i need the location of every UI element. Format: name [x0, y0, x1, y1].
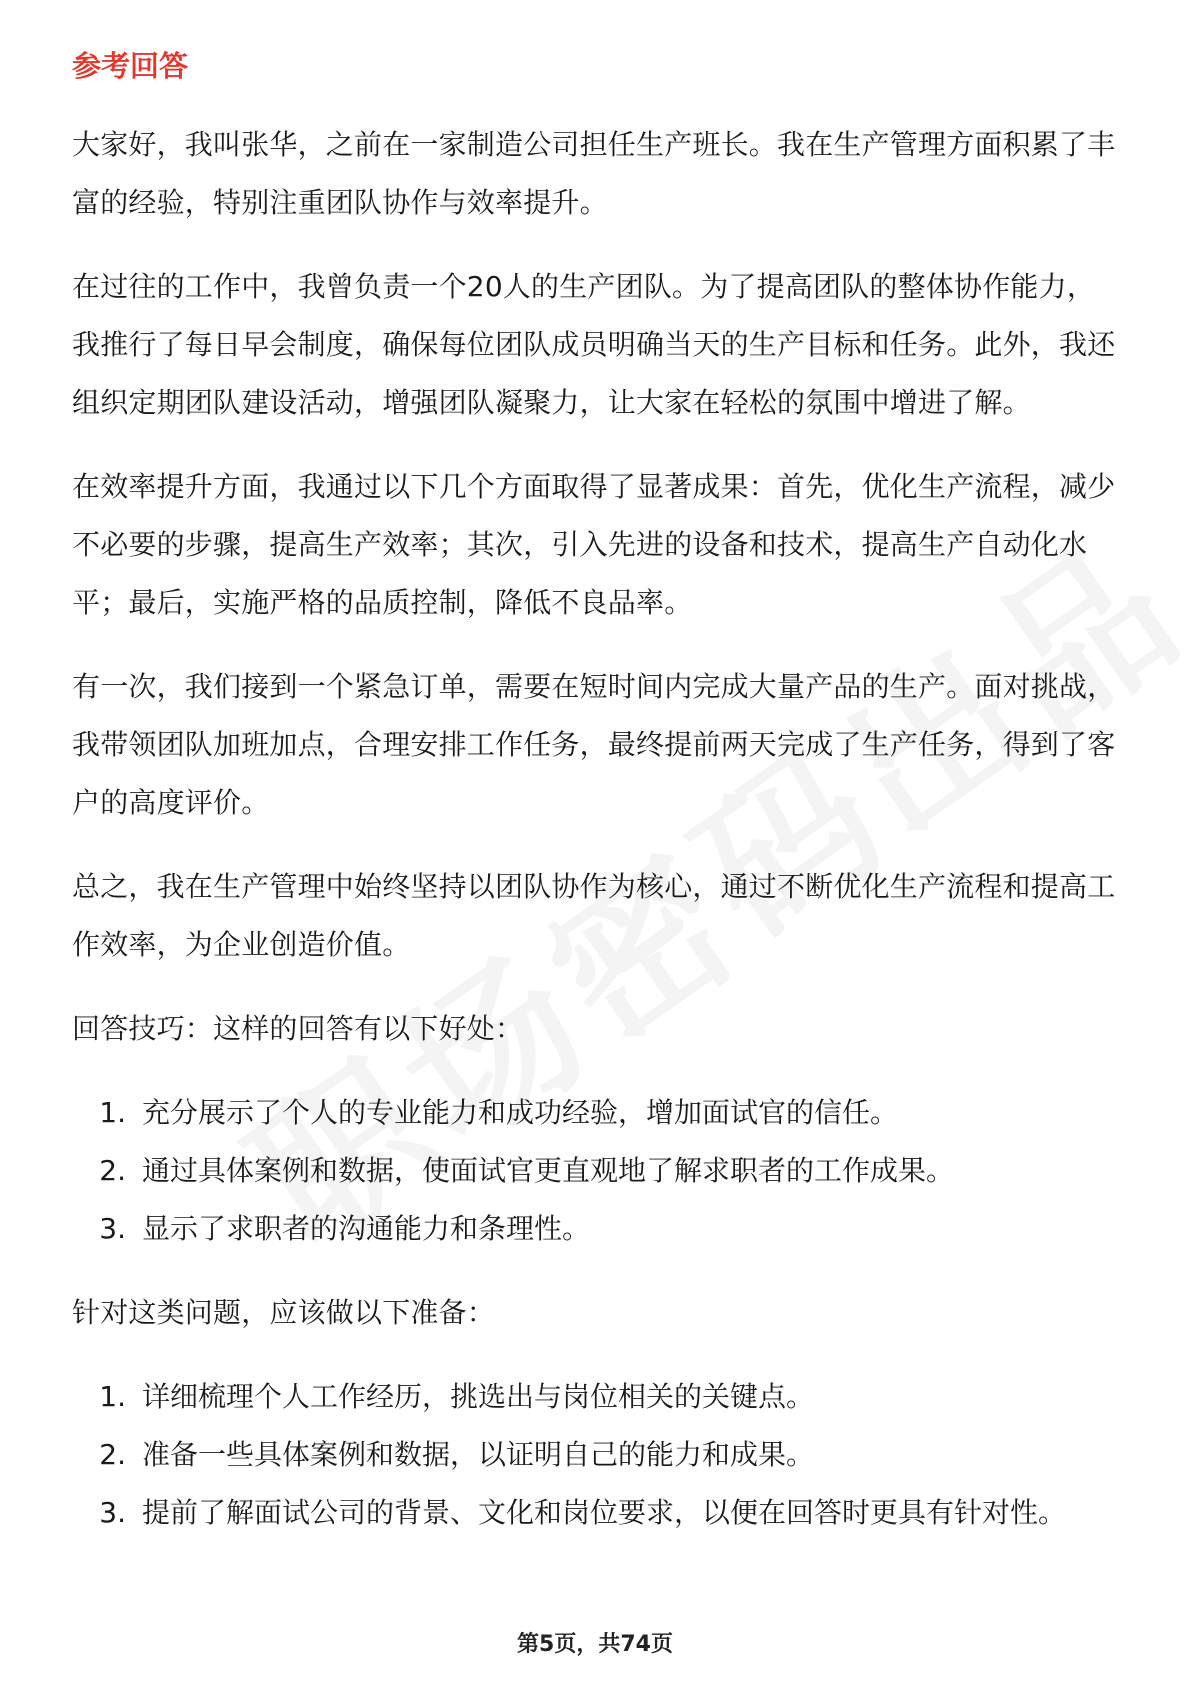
list-text: 通过具体案例和数据，使面试官更直观地了解求职者的工作成果。	[142, 1154, 955, 1187]
prep-intro: 针对这类问题，应该做以下准备：	[72, 1296, 496, 1329]
paragraph-urgent-order: 有一次，我们接到一个紧急订单，需要在短时间内完成大量产品的生产。面对挑战，我带领团队加班加点，合理安排工作任务，最终提前两天完成了生产任务，得到了客户的高度评价。	[72, 670, 1116, 819]
list-number: 2.	[99, 1154, 126, 1187]
list-text: 显示了求职者的沟通能力和条理性。	[142, 1212, 591, 1245]
list-text: 充分展示了个人的专业能力和成功经验，增加面试官的信任。	[142, 1096, 899, 1129]
list-item	[72, 1368, 1118, 1426]
paragraph-summary: 总之，我在生产管理中始终坚持以团队协作为核心，通过不断优化生产流程和提高工作效率，为企业创造价值。	[72, 870, 1116, 961]
list-item	[72, 1084, 1118, 1142]
tips-list	[72, 1084, 1118, 1258]
list-text: 准备一些具体案例和数据，以证明自己的能力和成果。	[142, 1438, 815, 1471]
paragraph-team: 在过往的工作中，我曾负责一个20人的生产团队。为了提高团队的整体协作能力，我推行了每日早会制度，确保每位团队成员明确当天的生产目标和任务。此外，我还组织定期团队建设活动，增强团队凝聚力，让大家在轻松的氛围中增进了解。	[72, 270, 1116, 419]
prep-list	[72, 1368, 1118, 1542]
list-item	[72, 1200, 1118, 1258]
section-heading: 参考回答	[72, 49, 189, 83]
list-item	[72, 1142, 1118, 1200]
list-text: 详细梳理个人工作经历，挑选出与岗位相关的关键点。	[142, 1380, 815, 1413]
list-number: 1.	[99, 1096, 126, 1129]
document-content	[72, 46, 1118, 1568]
list-number: 3.	[99, 1212, 126, 1245]
tips-intro: 回答技巧：这样的回答有以下好处：	[72, 1012, 524, 1045]
list-number: 1.	[99, 1380, 126, 1413]
list-number: 3.	[99, 1496, 126, 1529]
list-text: 提前了解面试公司的背景、文化和岗位要求，以便在回答时更具有针对性。	[142, 1496, 1067, 1529]
page-footer: 第5页，共74页	[517, 1632, 673, 1657]
paragraph-intro: 大家好，我叫张华，之前在一家制造公司担任生产班长。我在生产管理方面积累了丰富的经验，特别注重团队协作与效率提升。	[72, 128, 1116, 219]
list-number: 2.	[99, 1438, 126, 1471]
list-item	[72, 1426, 1118, 1484]
paragraph-efficiency: 在效率提升方面，我通过以下几个方面取得了显著成果：首先，优化生产流程，减少不必要的步骤，提高生产效率；其次，引入先进的设备和技术，提高生产自动化水平；最后，实施严格的品质控制，降低不良品率。	[72, 470, 1116, 619]
list-item	[72, 1484, 1118, 1542]
